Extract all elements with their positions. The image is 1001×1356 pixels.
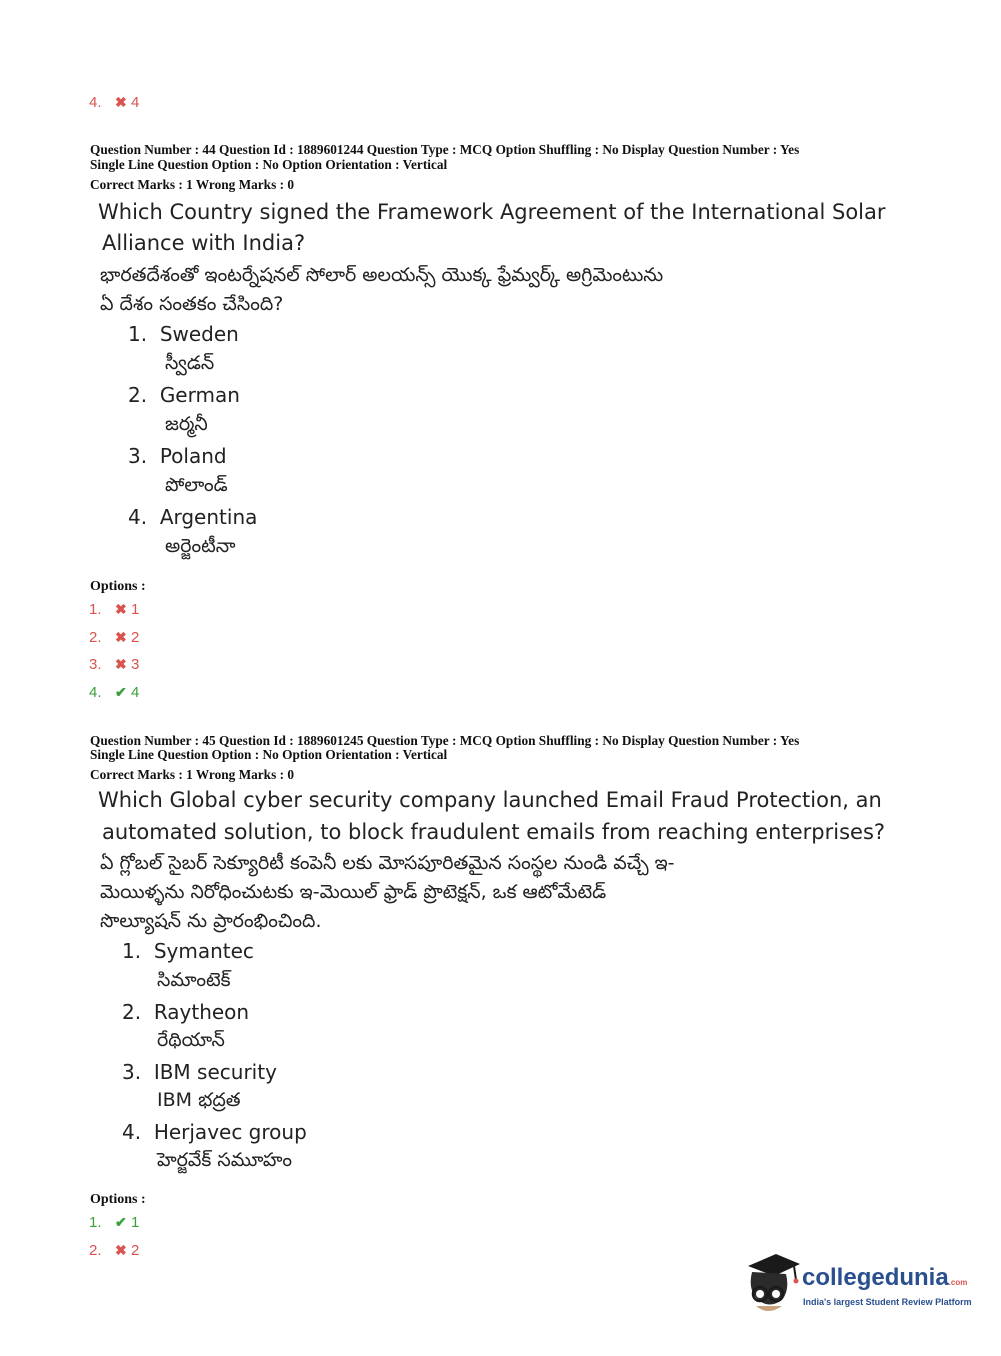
- check-icon: ✔: [115, 683, 127, 700]
- logo-wordmark: [802, 1264, 967, 1292]
- option-value: 4: [131, 93, 140, 111]
- q45-text-te-1: ఏ గ్లోబల్ సైబర్ సెక్యూరిటీ కంపెనీ లకు మోసపూరితమైన సంస్థల నుండి వచ్చే ఇ-: [100, 852, 675, 874]
- option-number: 2.: [89, 628, 102, 646]
- q45-text-en-2: automated solution, to block fraudulent emails from reaching enterprises?: [102, 820, 886, 844]
- q45-text-te-3: సొల్యూషన్ ను ప్రారంభించింది.: [100, 910, 322, 932]
- q45-option-row: [89, 1240, 139, 1260]
- option-number: 3.: [89, 655, 102, 673]
- q45-options-label: Options :: [90, 1192, 146, 1207]
- choice-text: Symantec: [153, 939, 254, 963]
- option-value: 2: [131, 1241, 140, 1259]
- q44-choice-2-te: జర్మనీ: [165, 413, 208, 435]
- option-value: 2: [131, 628, 140, 646]
- option-number: 2.: [89, 1241, 102, 1259]
- q44-meta-line-1: Question Number : 44 Question Id : 1889601244 Question Type : MCQ Option Shuffling : No Display Question Number : Yes: [90, 142, 800, 157]
- prev-option-row: [89, 92, 139, 112]
- q44-choice-4: [128, 505, 257, 529]
- q45-choice-3: [122, 1060, 277, 1084]
- option-value: 1: [131, 600, 140, 618]
- q44-meta-line-2: Single Line Question Option : No Option Orientation : Vertical: [90, 157, 448, 172]
- q45-meta-line-3: Correct Marks : 1 Wrong Marks : 0: [90, 767, 294, 782]
- option-number: 4.: [89, 93, 102, 111]
- choice-text: Argentina: [159, 505, 258, 529]
- choice-text: Sweden: [159, 322, 239, 346]
- q44-text-te-2: ఏ దేశం సంతకం చేసింది?: [100, 293, 284, 315]
- logo-name: collegedunia: [802, 1264, 949, 1291]
- q44-choice-1: [128, 322, 239, 346]
- option-number: 1.: [89, 600, 102, 618]
- option-value: 3: [131, 655, 140, 673]
- q44-choice-4-te: అర్జెంటీనా: [165, 535, 236, 557]
- q45-meta-line-2: Single Line Question Option : No Option Orientation : Vertical: [90, 747, 448, 762]
- option-value: 4: [131, 683, 140, 701]
- choice-text: Herjavec group: [153, 1120, 307, 1144]
- choice-text: Poland: [159, 444, 227, 468]
- q44-option-row: [89, 627, 139, 647]
- q44-text-en-1: Which Country signed the Framework Agreement of the International Solar: [98, 200, 886, 224]
- option-number: 4.: [89, 683, 102, 701]
- q45-text-en-1: Which Global cyber security company launched Email Fraud Protection, an: [98, 788, 882, 812]
- logo-suffix: .com: [948, 1278, 968, 1287]
- q44-choice-1-te: స్వీడన్: [165, 352, 215, 374]
- check-icon: ✔: [115, 1213, 127, 1230]
- cross-icon: ✖: [115, 600, 127, 617]
- choice-number: 2.: [122, 1000, 142, 1024]
- logo-tagline: India's largest Student Review Platform: [803, 1297, 972, 1307]
- mascot-icon: [742, 1250, 802, 1316]
- cross-icon: ✖: [115, 655, 127, 672]
- choice-number: 4.: [122, 1120, 142, 1144]
- q44-choice-2: [128, 383, 240, 407]
- q44-option-row: [89, 599, 139, 619]
- choice-text: IBM security: [153, 1060, 277, 1084]
- q44-choice-3: [128, 444, 227, 468]
- q44-meta-line-3: Correct Marks : 1 Wrong Marks : 0: [90, 177, 294, 192]
- cross-icon: ✖: [115, 628, 127, 645]
- collegedunia-logo: [742, 1250, 972, 1320]
- q45-choice-4-te: హెర్జవేక్ సమూహం: [157, 1149, 292, 1171]
- q45-choice-4: [122, 1120, 307, 1144]
- choice-number: 1.: [122, 939, 142, 963]
- q44-option-row: [89, 654, 139, 674]
- choice-text: Raytheon: [153, 1000, 250, 1024]
- q44-option-row: [89, 682, 139, 702]
- choice-text: German: [159, 383, 240, 407]
- q45-meta-line-1: Question Number : 45 Question Id : 1889601245 Question Type : MCQ Option Shuffling : No Display Question Number : Yes: [90, 733, 800, 748]
- q44-options-label: Options :: [90, 579, 146, 594]
- choice-number: 3.: [128, 444, 148, 468]
- q44-text-en-2: Alliance with India?: [102, 231, 306, 255]
- q45-choice-2-te: రేథియాన్: [157, 1029, 225, 1051]
- q45-choice-1-te: సిమాంటెక్: [157, 969, 231, 991]
- q45-choice-1: [122, 939, 254, 963]
- choice-number: 1.: [128, 322, 148, 346]
- choice-number: 2.: [128, 383, 148, 407]
- q45-option-row: [89, 1212, 139, 1232]
- option-number: 1.: [89, 1213, 102, 1231]
- choice-number: 3.: [122, 1060, 142, 1084]
- q45-choice-3-te: IBM భద్రత: [157, 1089, 241, 1111]
- choice-number: 4.: [128, 505, 148, 529]
- q44-choice-3-te: పోలాండ్: [165, 474, 228, 496]
- q45-choice-2: [122, 1000, 249, 1024]
- cross-icon: ✖: [115, 93, 127, 110]
- cross-icon: ✖: [115, 1241, 127, 1258]
- q45-text-te-2: మెయిళ్ళను నిరోధించుటకు ఇ-మెయిల్ ఫ్రాడ్ ప్రొటెక్షన్, ఒక ఆటోమేటెడ్: [100, 881, 607, 903]
- option-value: 1: [131, 1213, 140, 1231]
- q44-text-te-1: భారతదేశంతో ఇంటర్నేషనల్ సోలార్ అలయన్స్ యొక్క ఫ్రేమ్వర్క్ అగ్రిమెంటును: [100, 264, 664, 286]
